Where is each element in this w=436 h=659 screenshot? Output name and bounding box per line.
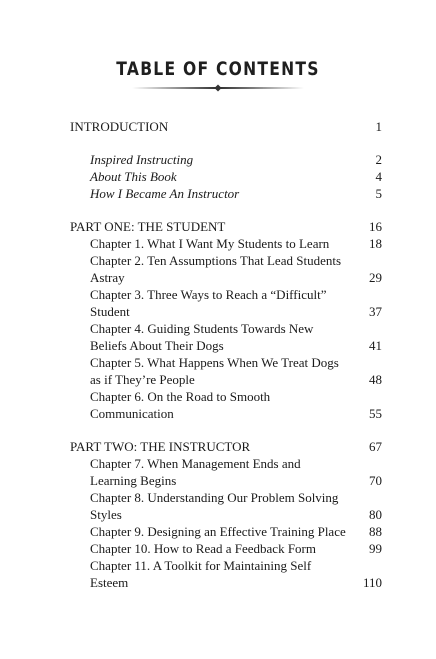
part-title: PART TWO: THE INSTRUCTOR (70, 439, 251, 454)
chapter-title-continued: Student (90, 304, 130, 319)
page-number: 29 (369, 270, 382, 285)
chapter-title: Chapter 9. Designing an Effective Training Place (90, 524, 346, 539)
page-number: 55 (369, 406, 382, 421)
chapter-title: Chapter 5. What Happens When We Treat Dogs (90, 355, 339, 370)
intro-item-title: Inspired Instructing (90, 152, 194, 167)
page-number: 88 (369, 524, 382, 539)
heading-ornament-divider (128, 84, 308, 92)
chapter-title: Chapter 11. A Toolkit for Maintaining Self (90, 558, 312, 573)
page-number: 41 (369, 338, 382, 353)
chapter-title-continued: Beliefs About Their Dogs (90, 338, 224, 353)
chapter-title-continued: as if They’re People (90, 372, 195, 387)
chapter-title-continued: Learning Begins (90, 473, 177, 488)
toc-heading: TABLE OF CONTENTS (116, 58, 320, 80)
chapter-title-continued: Communication (90, 406, 174, 421)
page-number: 67 (369, 439, 382, 454)
page-number: 18 (369, 236, 382, 251)
intro-item-title: How I Became An Instructor (90, 186, 240, 201)
chapter-title-continued: Styles (90, 507, 122, 522)
page-number: 48 (369, 372, 382, 387)
page-number: 1 (375, 119, 382, 134)
intro-item-title: About This Book (90, 169, 177, 184)
chapter-title: Chapter 3. Three Ways to Reach a “Difficult” (90, 287, 327, 302)
chapter-title: Chapter 10. How to Read a Feedback Form (90, 541, 317, 556)
page-number: 80 (369, 507, 382, 522)
page-number: 5 (375, 186, 382, 201)
chapter-title-continued: Esteem (90, 575, 129, 590)
page-number: 110 (362, 575, 382, 590)
part-title: PART ONE: THE STUDENT (70, 219, 226, 234)
page-number: 99 (369, 541, 382, 556)
page-number: 37 (369, 304, 382, 319)
chapter-title: Chapter 8. Understanding Our Problem Solving (90, 490, 339, 505)
chapter-title-continued: Astray (90, 270, 125, 285)
part-title: INTRODUCTION (70, 119, 169, 134)
chapter-title: Chapter 1. What I Want My Students to Learn (90, 236, 330, 251)
chapter-title: Chapter 7. When Management Ends and (90, 456, 301, 471)
page-number: 4 (375, 169, 382, 184)
page-number: 2 (375, 152, 382, 167)
chapter-title: Chapter 4. Guiding Students Towards New (90, 321, 314, 336)
chapter-title: Chapter 6. On the Road to Smooth (90, 389, 271, 404)
page-number: 70 (369, 473, 382, 488)
chapter-title: Chapter 2. Ten Assumptions That Lead Students (90, 253, 342, 268)
page-number: 16 (369, 219, 382, 234)
